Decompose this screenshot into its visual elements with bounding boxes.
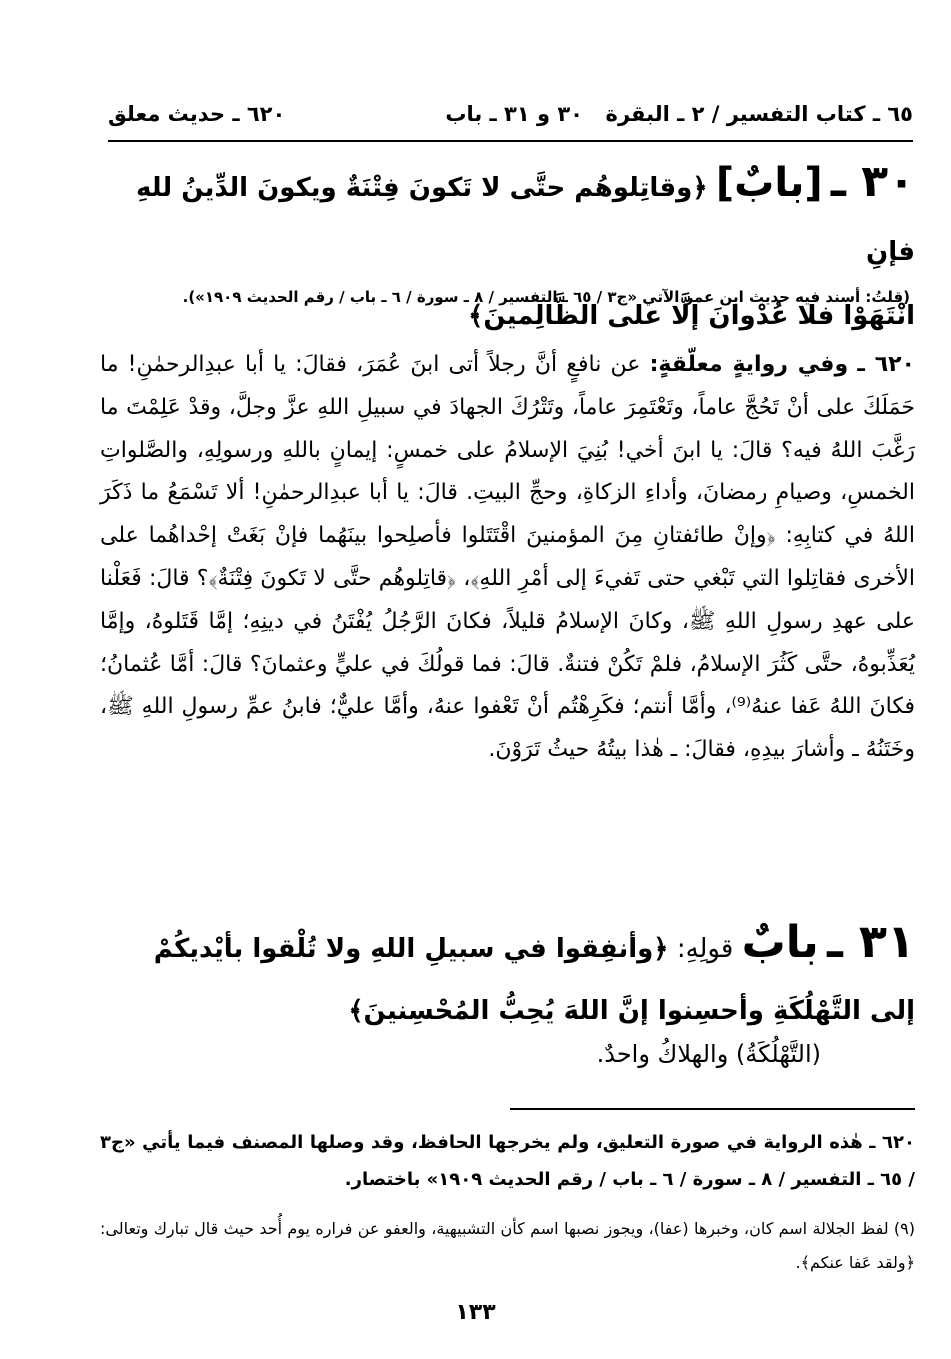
chapter-title: [بابٌ] bbox=[715, 160, 823, 206]
page-number: ١٣٣ bbox=[455, 1300, 496, 1325]
chapter-31-heading bbox=[100, 910, 915, 1042]
quran-verse: ﴿وأنفِقوا في سبيلِ اللهِ ولا تُلْقوا بأيْديكُمْ إلى التَّهْلُكَةِ وأحسِنوا إنَّ اللهَ يُحِبُّ المُحْسِنينَ﴾ bbox=[153, 934, 915, 1026]
running-header bbox=[108, 98, 913, 142]
hadith-body: عن نافعٍ أنَّ رجلاً أتى ابنَ عُمَرَ، فقالَ: يا أبا عبدِالرحمٰنِ! ما حَمَلَكَ على أنْ تَحُجَّ عاماً، وتَعْتَمِرَ عاماً، وتَتْرُكَ الجهادَ في سبيلِ اللهِ عزَّ وجلَّ، وقدْ عَلِمْتَ ما رَغَّبَ اللهُ فيه؟ قالَ: يا ابنَ أخي! بُنِيَ الإسلامُ على خمسٍ: إيمانٍ باللهِ ورسولِهِ، والصَّلواتِ الخمسِ، وصيامِ رمضانَ، وأداءِ الزكاةِ، وحجِّ البيتِ. قالَ: يا أبا عبدِالرحمٰنِ! ألا تَسْمَعُ ما ذَكَرَ اللهُ في كتابِهِ: ﴿وإنْ طائفتانِ مِنَ المؤمنينَ اقْتَتَلوا فأصلِحوا بينَهُما فإنْ بَغَتْ إحْداهُما على الأخرى فقاتِلوا التي تَبْغي حتى تَفيءَ إلى أمْرِ اللهِ﴾، ﴿قاتِلوهُم حتَّى لا تَكونَ فِتْنَةٌ﴾؟ قالَ: فَعَلْنا على عهدِ رسولِ اللهِ ﷺ، وكانَ الإسلامُ قليلاً، فكانَ الرَّجُلُ يُفْتَنُ في دينِهِ؛ إمَّا قَتَلوهُ، وإمَّا يُعَذِّبوهُ، حتَّى كَثُرَ الإسلامُ، فلمْ تَكُنْ فتنةٌ. قالَ: فما قولُكَ في عليٍّ وعثمانَ؟ قالَ: أمَّا عُثمانُ؛ فكانَ اللهُ عَفا عنهُ⁽⁹⁾، وأمَّا أنتم؛ فكَرِهْتُم أنْ تَعْفوا عنهُ، وأمَّا عليٌّ؛ فابنُ عمِّ رسولِ اللهِ ﷺ، وخَتَنُهُ ـ وأشارَ بيدِهِ، فقالَ: ـ هٰذا بيتُهُ حيثُ تَرَوْنَ. bbox=[100, 352, 915, 763]
chapter-title: بابٌ bbox=[741, 917, 819, 968]
footnote-620: ٦٢٠ ـ هٰذه الرواية في صورة التعليق، ولم يخرجها الحافظ، وقد وصلها المصنف فيما يأتي «ج٣ / ٦٥ ـ التفسير / ٨ ـ سورة / ٦ ـ باب / رقم الحديث ١٩٠٩» باختصار. bbox=[100, 1132, 915, 1190]
header-chapters: ٣٠ و ٣١ ـ باب bbox=[445, 102, 583, 126]
hadith-text bbox=[100, 344, 915, 772]
chapter-number: ٣٠ ـ bbox=[830, 156, 915, 207]
header-hadith-number: ٦٢٠ ـ حديث معلق bbox=[108, 102, 286, 126]
hadith-number: ٦٢٠ ـ bbox=[857, 352, 915, 377]
chapter-number: ٣١ ـ bbox=[827, 914, 915, 968]
narration-label: وفي روايةٍ معلّقةٍ: bbox=[649, 352, 849, 377]
header-book-title: ٦٥ ـ كتاب التفسير / ٢ ـ البقرة bbox=[605, 102, 913, 126]
editor-note: (قلتُ: أسند فيه حديث ابن عمر الآتي «ج٣ / ٦٥ ـ التفسير / ٨ ـ سورة / ٦ ـ باب / رقم الحديث ١٩٠٩»). bbox=[182, 288, 910, 306]
chapter-intro: قولِهِ: bbox=[676, 934, 734, 964]
footnote-9: (٩) لفظ الجلالة اسم كان، وخبرها (عفا)، ويجوز نصبها اسم كأن التشبيهية، والعفو عن فراره يوم أُحد حيث قال تبارك وتعالى: ﴿ولقد عَفا عنكم﴾. bbox=[100, 1219, 915, 1272]
footnote-divider bbox=[510, 1108, 915, 1110]
chapter-30-heading bbox=[100, 150, 915, 348]
quran-verse-continued: انْتَهَوْا فلا عُدْوانَ إلَّا على الظَّالِمينَ﴾ bbox=[468, 301, 915, 331]
word-explanation: (التَّهْلُكَةُ) والهلاكُ واحدٌ. bbox=[596, 1040, 821, 1068]
quran-verse: ﴿وقاتِلوهُم حتَّى لا تَكونَ فِتْنَةٌ ويكونَ الدِّينُ للهِ فإنِ bbox=[136, 173, 915, 267]
